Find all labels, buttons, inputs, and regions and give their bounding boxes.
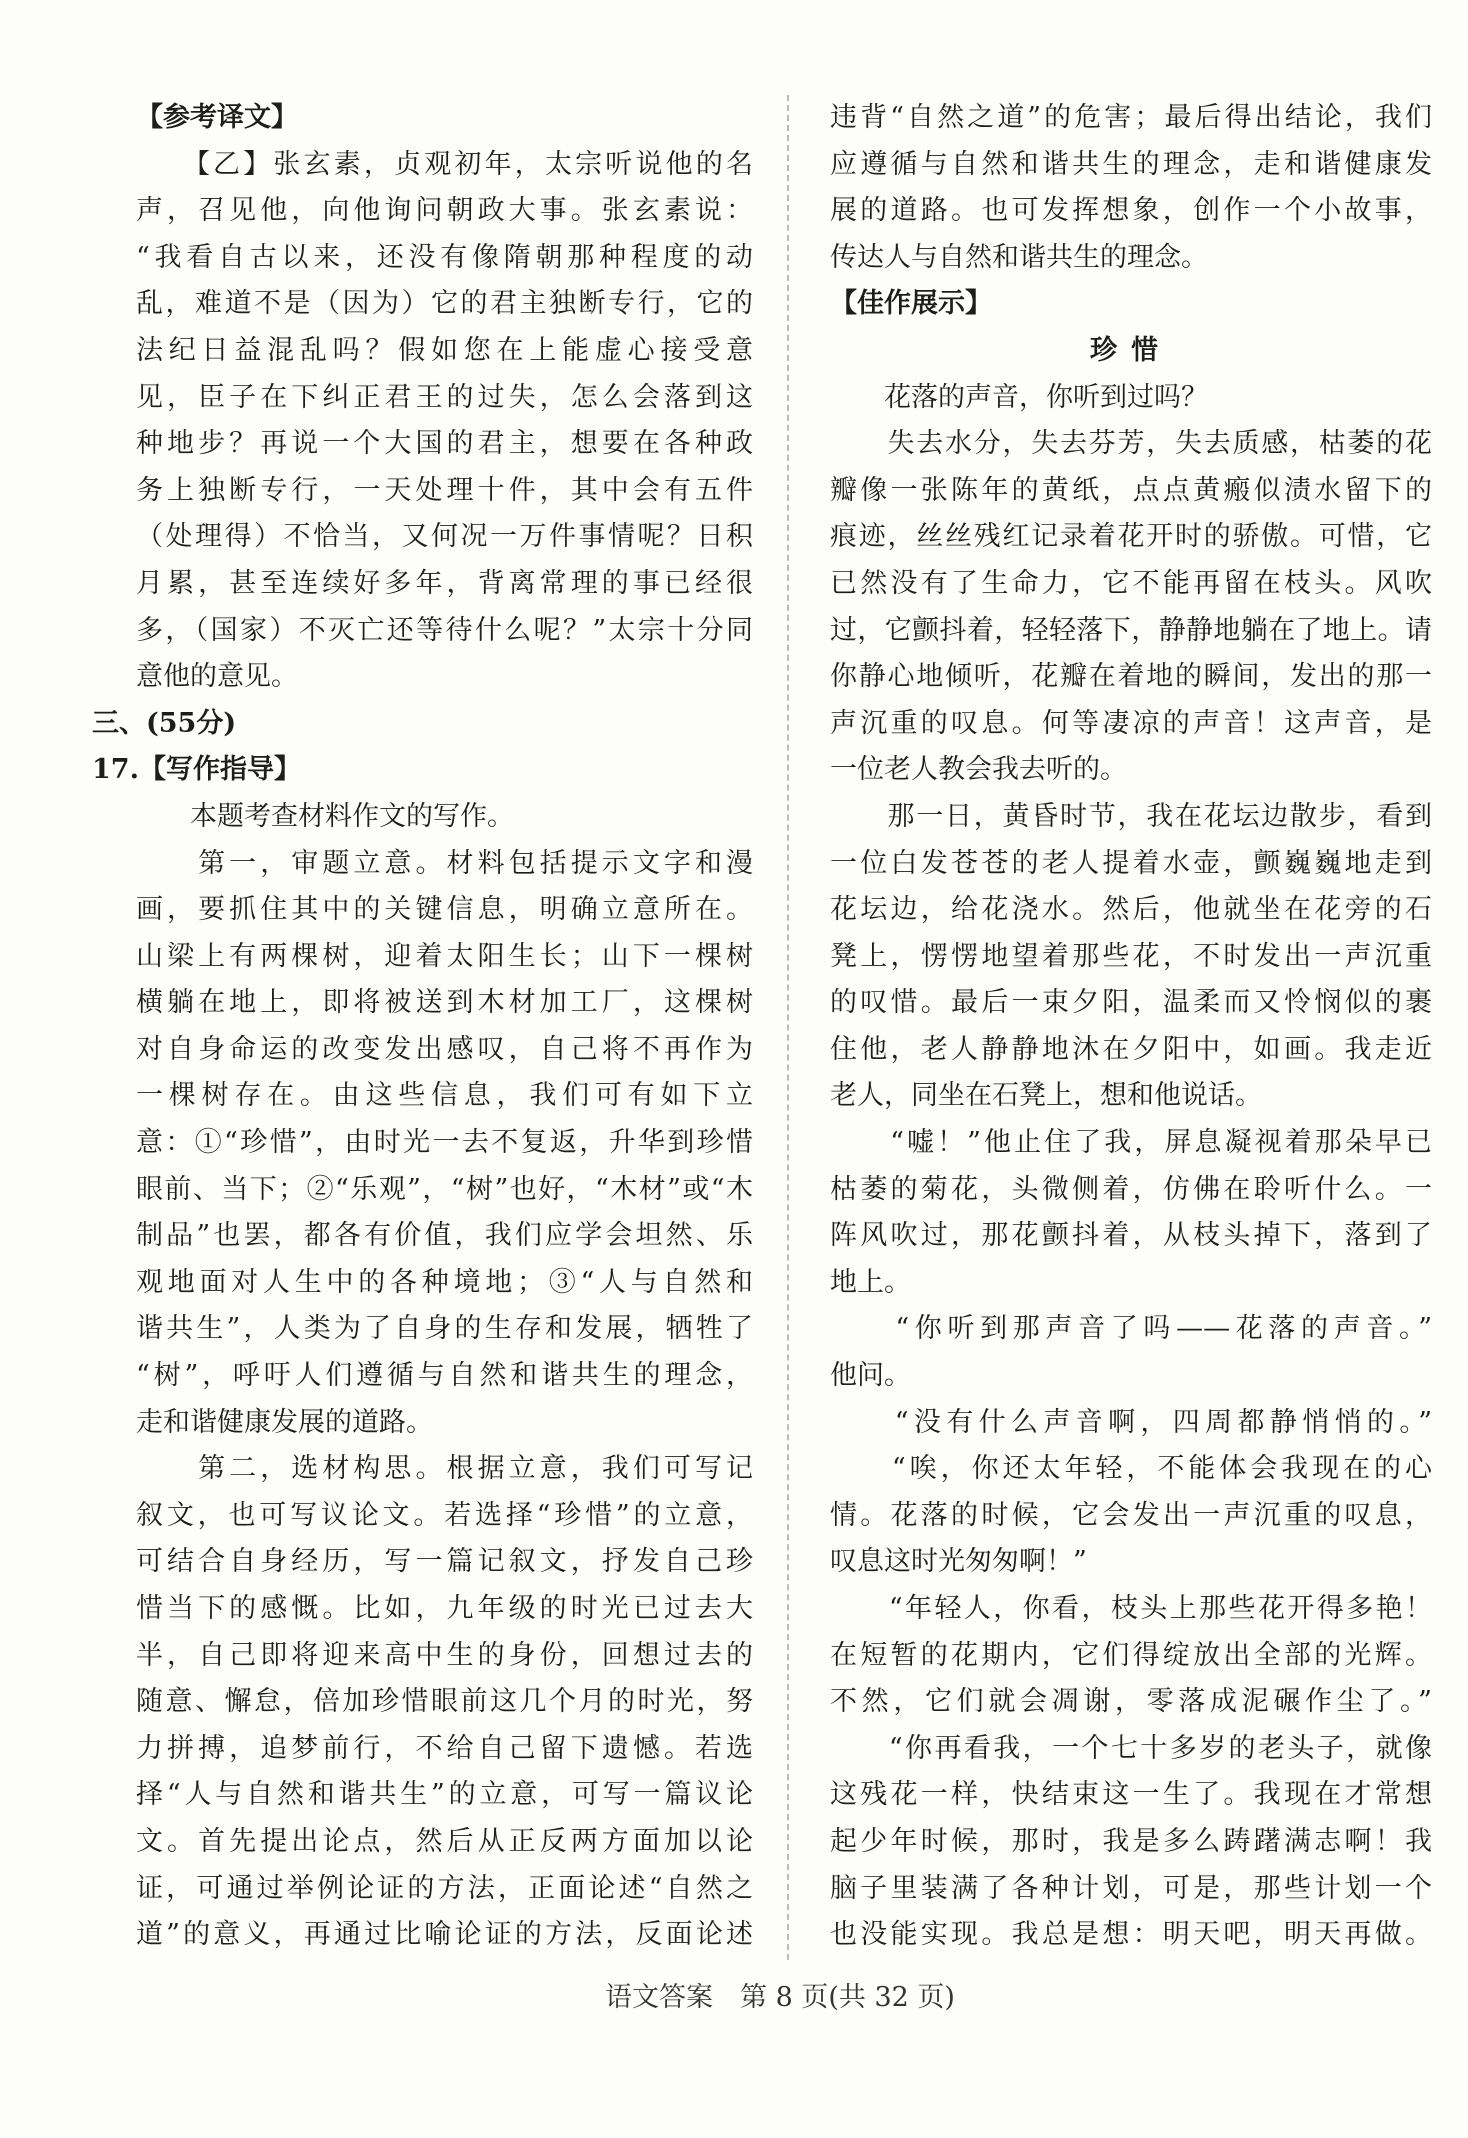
page-footer: 语文答案 第 8 页(共 32 页) (605, 1982, 955, 2013)
text-line: “年轻人，你看，枝头上那些花开得多艳！ (830, 1593, 1432, 1624)
text-line: 叹息这时光匆匆啊！” (830, 1546, 1087, 1578)
text-line: 谐共生”，人类为了自身的生存和发展，牺牲了 (136, 1313, 753, 1345)
text-line: 一位白发苍苍的老人提着水壶，颤巍巍地走到 (830, 847, 1432, 879)
section-heading: 【佳作展示】 (830, 288, 992, 320)
text-line: “你再看我，一个七十多岁的老头子，就像 (830, 1732, 1432, 1764)
text-line: 务上独断专行，一天处理十件，其中会有五件 (136, 474, 753, 506)
text-line: 一棵树存在。由这些信息，我们可有如下立 (136, 1080, 753, 1112)
text-line: 多，（国家）不灭亡还等待什么呢？”太宗十分同 (136, 614, 753, 646)
text-line: 不然，它们就会凋谢，零落成泥碾作尘了。” (830, 1686, 1432, 1718)
text-line: 择“人与自然和谐共生”的立意，可写一篇议论 (136, 1779, 753, 1811)
text-line: “树”，呼吁人们遵循与自然和谐共生的理念， (136, 1360, 753, 1392)
text-line: 走和谐健康发展的道路。 (136, 1406, 433, 1438)
right-column (830, 95, 1432, 1959)
text-line: 展的道路。也可发挥想象，创作一个小故事， (830, 195, 1432, 227)
section-heading: 【参考译文】 (136, 102, 298, 133)
text-line: （处理得）不恰当，又何况一万件事情呢？日积 (136, 521, 753, 553)
text-line: 种地步？再说一个大国的君主，想要在各种政 (136, 428, 753, 460)
text-line: 月累，甚至连续好多年，背离常理的事已经很 (136, 567, 753, 599)
text-line: 过，它颤抖着，轻轻落下，静静地躺在了地上。请 (830, 614, 1432, 646)
text-line: 横躺在地上，即将被送到木材加工厂，这棵树 (136, 987, 753, 1019)
essay-title: 珍惜 (1090, 334, 1172, 366)
text-line: 凳上，愣愣地望着那些花，不时发出一声沉重 (830, 940, 1432, 972)
text-line: 那一日，黄昏时节，我在花坛边散步，看到 (830, 800, 1432, 832)
text-line: “唉，你还太年轻，不能体会我现在的心 (830, 1453, 1432, 1485)
text-line: 力拼搏，追梦前行，不给自己留下遗憾。若选 (136, 1732, 753, 1764)
column-divider (787, 95, 789, 1960)
text-line: 情。花落的时候，它会发出一声沉重的叹息， (830, 1499, 1432, 1531)
text-line: 道”的意义，再通过比喻论证的方法，反面论述 (136, 1919, 753, 1951)
text-line: “没有什么声音啊，四周都静悄悄的。” (830, 1406, 1432, 1438)
text-line: 画，要抓住其中的关键信息，明确立意所在。 (136, 894, 753, 926)
text-line: 的叹惜。最后一束夕阳，温柔而又怜悯似的裹 (830, 987, 1432, 1019)
text-line: 半，自己即将迎来高中生的身份，回想过去的 (136, 1639, 753, 1671)
text-line: 见，臣子在下纠正君王的过失，怎么会落到这 (136, 381, 753, 413)
text-line: 声沉重的叹息。何等凄凉的声音！这声音，是 (830, 707, 1432, 739)
text-line: 脑子里装满了各种计划，可是，那些计划一个 (830, 1872, 1432, 1904)
text-line: 第二，选材构思。根据立意，我们可写记 (136, 1453, 753, 1485)
text-line: 制品”也罢，都各有价值，我们应学会坦然、乐 (136, 1220, 753, 1252)
section-number: 三、(55分) (92, 707, 237, 739)
text-line: “你听到那声音了吗——花落的声音。” (830, 1313, 1432, 1345)
text-line: 【乙】张玄素，贞观初年，太宗听说他的名 (136, 148, 753, 180)
text-line: 地上。 (830, 1266, 911, 1298)
text-line: 花坛边，给花浇水。然后，他就坐在花旁的石 (830, 894, 1432, 926)
text-line: 花落的声音，你听到过吗？ (830, 381, 1208, 413)
text-line: 意他的意见。 (136, 661, 298, 693)
text-line: 失去水分，失去芬芳，失去质感，枯萎的花 (830, 428, 1432, 460)
text-line: 观地面对人生中的各种境地；③“人与自然和 (136, 1266, 753, 1298)
text-line: 阵风吹过，那花颤抖着，从枝头掉下，落到了 (830, 1220, 1432, 1252)
text-line: 第一，审题立意。材料包括提示文字和漫 (136, 847, 753, 879)
text-line: 传达人与自然和谐共生的理念。 (830, 241, 1208, 273)
text-line: 起少年时候，那时，我是多么踌躇满志啊！我 (830, 1825, 1432, 1857)
text-line: “嘘！”他止住了我，屏息凝视着那朵早已 (830, 1127, 1432, 1159)
text-line: 在短暂的花期内，它们得绽放出全部的光辉。 (830, 1639, 1432, 1671)
text-line: 违背“自然之道”的危害；最后得出结论，我们 (830, 102, 1432, 133)
text-line: 你静心地倾听，花瓣在着地的瞬间，发出的那一 (830, 661, 1432, 693)
text-line: 文。首先提出论点，然后从正反两方面加以论 (136, 1825, 753, 1857)
text-line: 枯萎的菊花，头微侧着，仿佛在聆听什么。一 (830, 1173, 1432, 1205)
text-line: 惜当下的感慨。比如，九年级的时光已过去大 (136, 1593, 753, 1624)
text-line: 痕迹，丝丝残红记录着花开时的骄傲。可惜，它 (830, 521, 1432, 553)
text-line: 应遵循与自然和谐共生的理念，走和谐健康发 (830, 148, 1432, 180)
text-line: “我看自古以来，还没有像隋朝那种程度的动 (136, 241, 753, 273)
left-column (92, 95, 753, 1959)
text-line: 乱，难道不是（因为）它的君主独断专行，它的 (136, 288, 753, 320)
text-line: 他问。 (830, 1360, 911, 1392)
question-heading: 17.【写作指导】 (92, 754, 301, 786)
text-line: 这残花一样，快结束这一生了。我现在才常想 (830, 1779, 1432, 1811)
text-line: 住他，老人静静地沐在夕阳中，如画。我走近 (830, 1033, 1432, 1065)
text-line: 可结合自身经历，写一篇记叙文，抒发自己珍 (136, 1546, 753, 1578)
text-line: 法纪日益混乱吗？假如您在上能虚心接受意 (136, 334, 753, 366)
text-line: 瓣像一张陈年的黄纸，点点黄瘢似渍水留下的 (830, 474, 1432, 506)
text-line: 证，可通过举例论证的方法，正面论述“自然之 (136, 1872, 753, 1904)
text-line: 叙文，也可写议论文。若选择“珍惜”的立意， (136, 1499, 753, 1531)
text-line: 山梁上有两棵树，迎着太阳生长；山下一棵树 (136, 940, 753, 972)
text-line: 眼前、当下；②“乐观”，“树”也好，“木材”或“木 (136, 1173, 753, 1205)
text-line: 对自身命运的改变发出感叹，自己将不再作为 (136, 1033, 753, 1065)
text-line: 也没能实现。我总是想：明天吧，明天再做。 (830, 1919, 1432, 1951)
text-line: 随意、懈怠，倍加珍惜眼前这几个月的时光，努 (136, 1686, 753, 1718)
text-line: 已然没有了生命力，它不能再留在枝头。风吹 (830, 567, 1432, 599)
text-line: 本题考查材料作文的写作。 (136, 800, 514, 832)
text-line: 声，召见他，向他询问朝政大事。张玄素说： (136, 195, 753, 227)
text-line: 老人，同坐在石凳上，想和他说话。 (830, 1080, 1262, 1112)
text-line: 一位老人教会我去听的。 (830, 754, 1127, 786)
text-line: 意：①“珍惜”，由时光一去不复返，升华到珍惜 (136, 1127, 753, 1159)
